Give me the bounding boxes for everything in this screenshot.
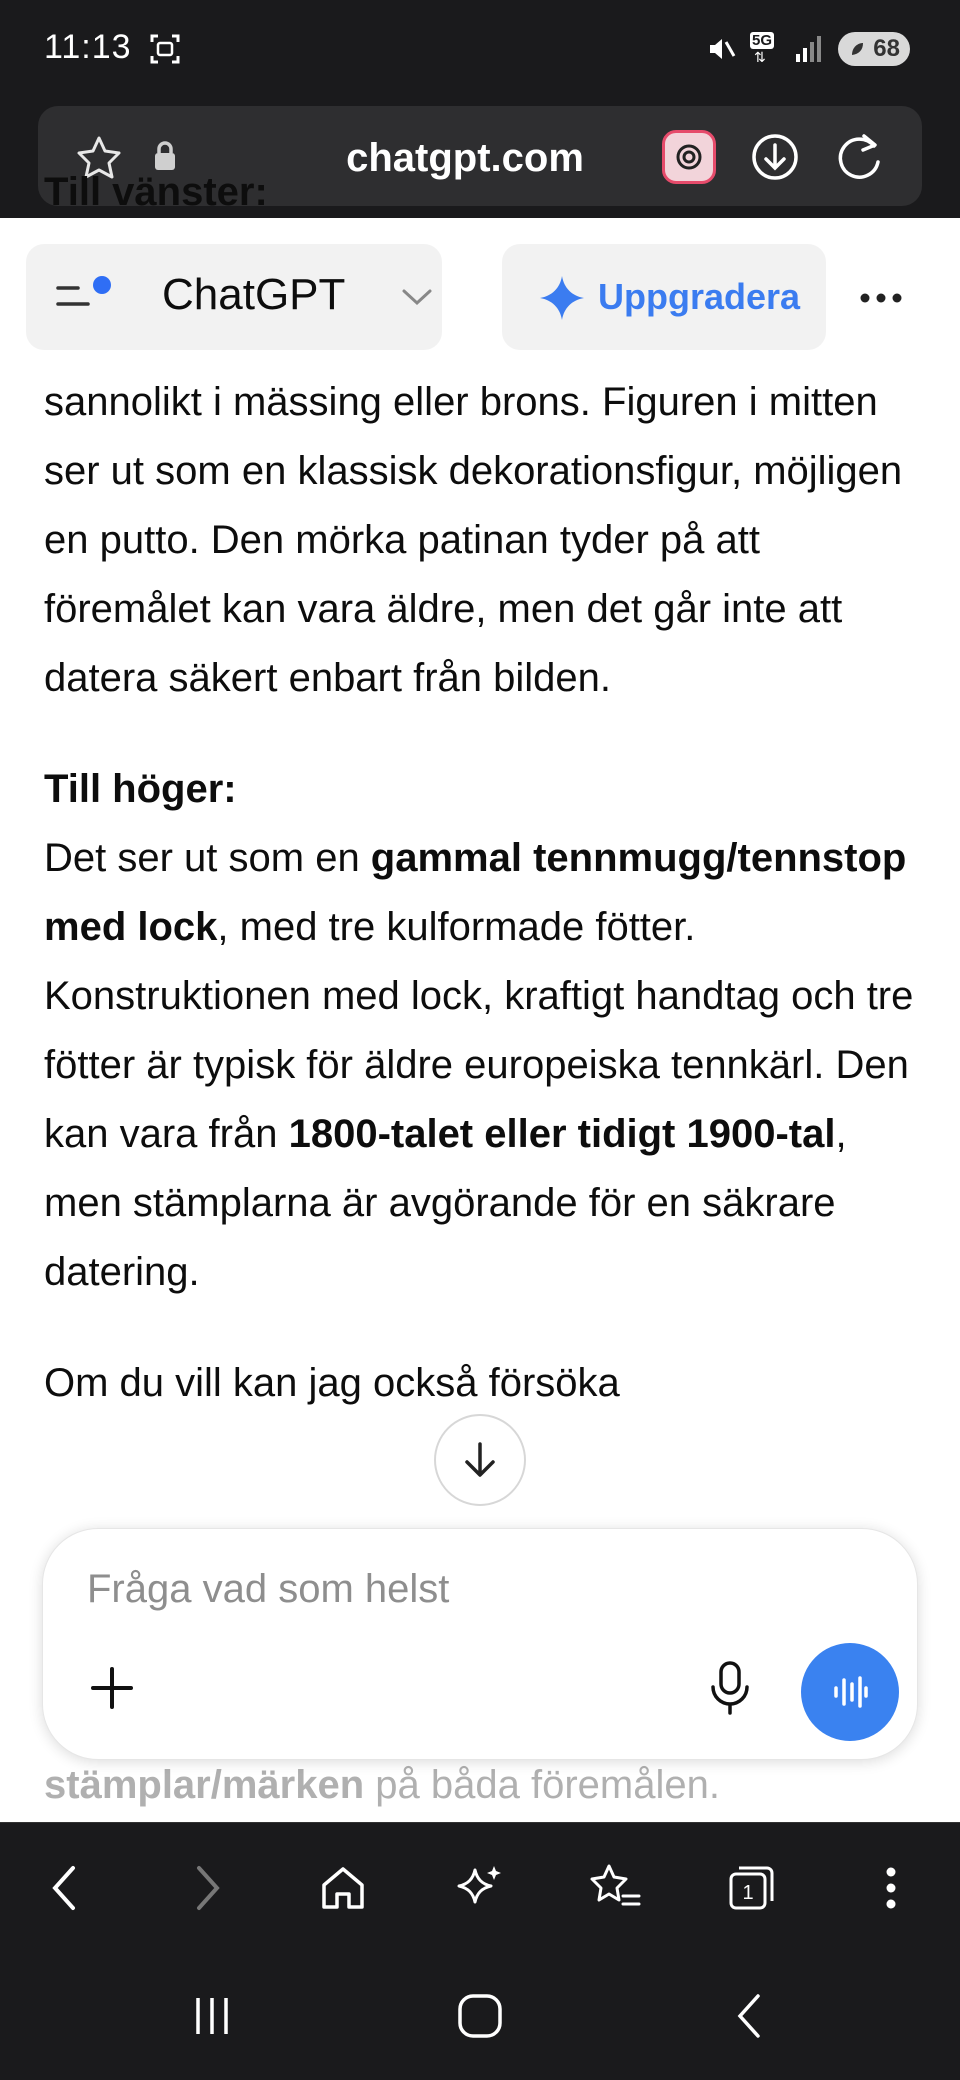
mute-icon bbox=[706, 34, 736, 64]
right-object-paragraph bbox=[44, 824, 924, 1307]
sidebar-menu-icon[interactable] bbox=[54, 274, 114, 318]
battery-indicator bbox=[838, 32, 910, 66]
signal-icon bbox=[794, 34, 824, 64]
right-text-3: , men stämplarna är avgörande för en säkrare datering. bbox=[44, 1112, 847, 1294]
chevron-right-icon bbox=[187, 1862, 227, 1914]
chevron-down-icon[interactable] bbox=[400, 286, 434, 308]
arrow-down-icon bbox=[458, 1438, 502, 1482]
plus-icon[interactable] bbox=[87, 1663, 137, 1713]
arrows-icon: ⇅ bbox=[754, 49, 766, 65]
sparkle-icon bbox=[538, 274, 586, 322]
power-saving-icon bbox=[850, 41, 864, 57]
partial-heading: Till vänster: bbox=[44, 170, 268, 214]
reload-icon[interactable] bbox=[834, 130, 886, 182]
closing-bold: stämplar/märken bbox=[44, 1763, 365, 1807]
right-bold-1: gammal tennmugg/tennstop med lock bbox=[44, 836, 907, 949]
right-text-1: Det ser ut som en bbox=[44, 836, 371, 880]
voice-mode-button[interactable] bbox=[801, 1643, 899, 1741]
back-nav-icon[interactable] bbox=[730, 1992, 770, 2040]
assistant-message bbox=[44, 368, 924, 1418]
svg-text:1: 1 bbox=[742, 1882, 754, 1904]
scroll-to-bottom-button[interactable] bbox=[434, 1414, 526, 1506]
closing-line: Om du vill kan jag också försöka bbox=[44, 1361, 620, 1405]
right-object-heading: Till höger: bbox=[44, 767, 237, 811]
home-button[interactable] bbox=[308, 1853, 378, 1923]
right-text-2: , med tre kulformade fötter. Konstruktionen med lock, kraftigt handtag och tre fötter är typisk för äldre europeiska tennkärl. Den kan vara från bbox=[44, 905, 914, 1156]
network-indicator bbox=[750, 32, 780, 66]
back-button[interactable] bbox=[30, 1853, 100, 1923]
closing-end: på båda föremålen. bbox=[364, 1763, 720, 1807]
recent-apps-icon[interactable] bbox=[190, 1994, 234, 2038]
status-time: 11:13 bbox=[44, 28, 132, 66]
system-navigation-bar bbox=[0, 1952, 960, 2080]
url-text[interactable]: chatgpt.com bbox=[346, 136, 584, 180]
bookmarks-star-icon bbox=[587, 1862, 643, 1914]
chat-title[interactable]: ChatGPT bbox=[162, 270, 346, 319]
screenshot-icon bbox=[148, 32, 182, 66]
left-object-paragraph: sannolikt i mässing eller brons. Figuren i mitten ser ut som en klassisk dekorationsfigur, möjligen en putto. Den mörka patinan tyder på att föremålet kan vara äldre, men det går inte att datera säkert enbart från bilden. bbox=[44, 380, 903, 700]
home-nav-icon[interactable] bbox=[456, 1992, 504, 2040]
model-selector[interactable] bbox=[26, 244, 442, 350]
tabs-icon bbox=[725, 1862, 777, 1914]
browser-bottom-toolbar bbox=[0, 1822, 960, 1952]
ai-tools-button[interactable] bbox=[444, 1853, 514, 1923]
chat-page bbox=[0, 170, 960, 1822]
forward-button[interactable] bbox=[172, 1853, 242, 1923]
tabs-button[interactable] bbox=[716, 1853, 786, 1923]
message-input[interactable] bbox=[87, 1567, 847, 1612]
upgrade-label: Uppgradera bbox=[598, 276, 801, 317]
sparkles-icon bbox=[453, 1862, 505, 1914]
browser-menu-button[interactable] bbox=[856, 1853, 926, 1923]
openai-logo-icon bbox=[672, 140, 706, 174]
right-bold-2: 1800-talet eller tidigt 1900-tal bbox=[288, 1112, 836, 1156]
faded-closing-text bbox=[44, 1765, 924, 1805]
status-icons bbox=[706, 26, 910, 72]
chatgpt-app-icon[interactable] bbox=[662, 130, 716, 184]
bookmarks-button[interactable] bbox=[580, 1853, 650, 1923]
microphone-icon[interactable] bbox=[705, 1659, 755, 1717]
battery-level: 68 bbox=[873, 35, 900, 62]
home-icon bbox=[318, 1863, 368, 1913]
status-bar bbox=[0, 0, 960, 100]
network-label: 5G bbox=[752, 32, 773, 49]
vertical-dots-icon bbox=[881, 1862, 901, 1914]
upgrade-button[interactable] bbox=[502, 244, 826, 350]
download-icon[interactable] bbox=[750, 132, 800, 182]
chevron-left-icon bbox=[45, 1862, 85, 1914]
more-options-icon[interactable] bbox=[858, 278, 904, 318]
waveform-icon bbox=[828, 1670, 872, 1714]
message-composer bbox=[42, 1528, 918, 1760]
